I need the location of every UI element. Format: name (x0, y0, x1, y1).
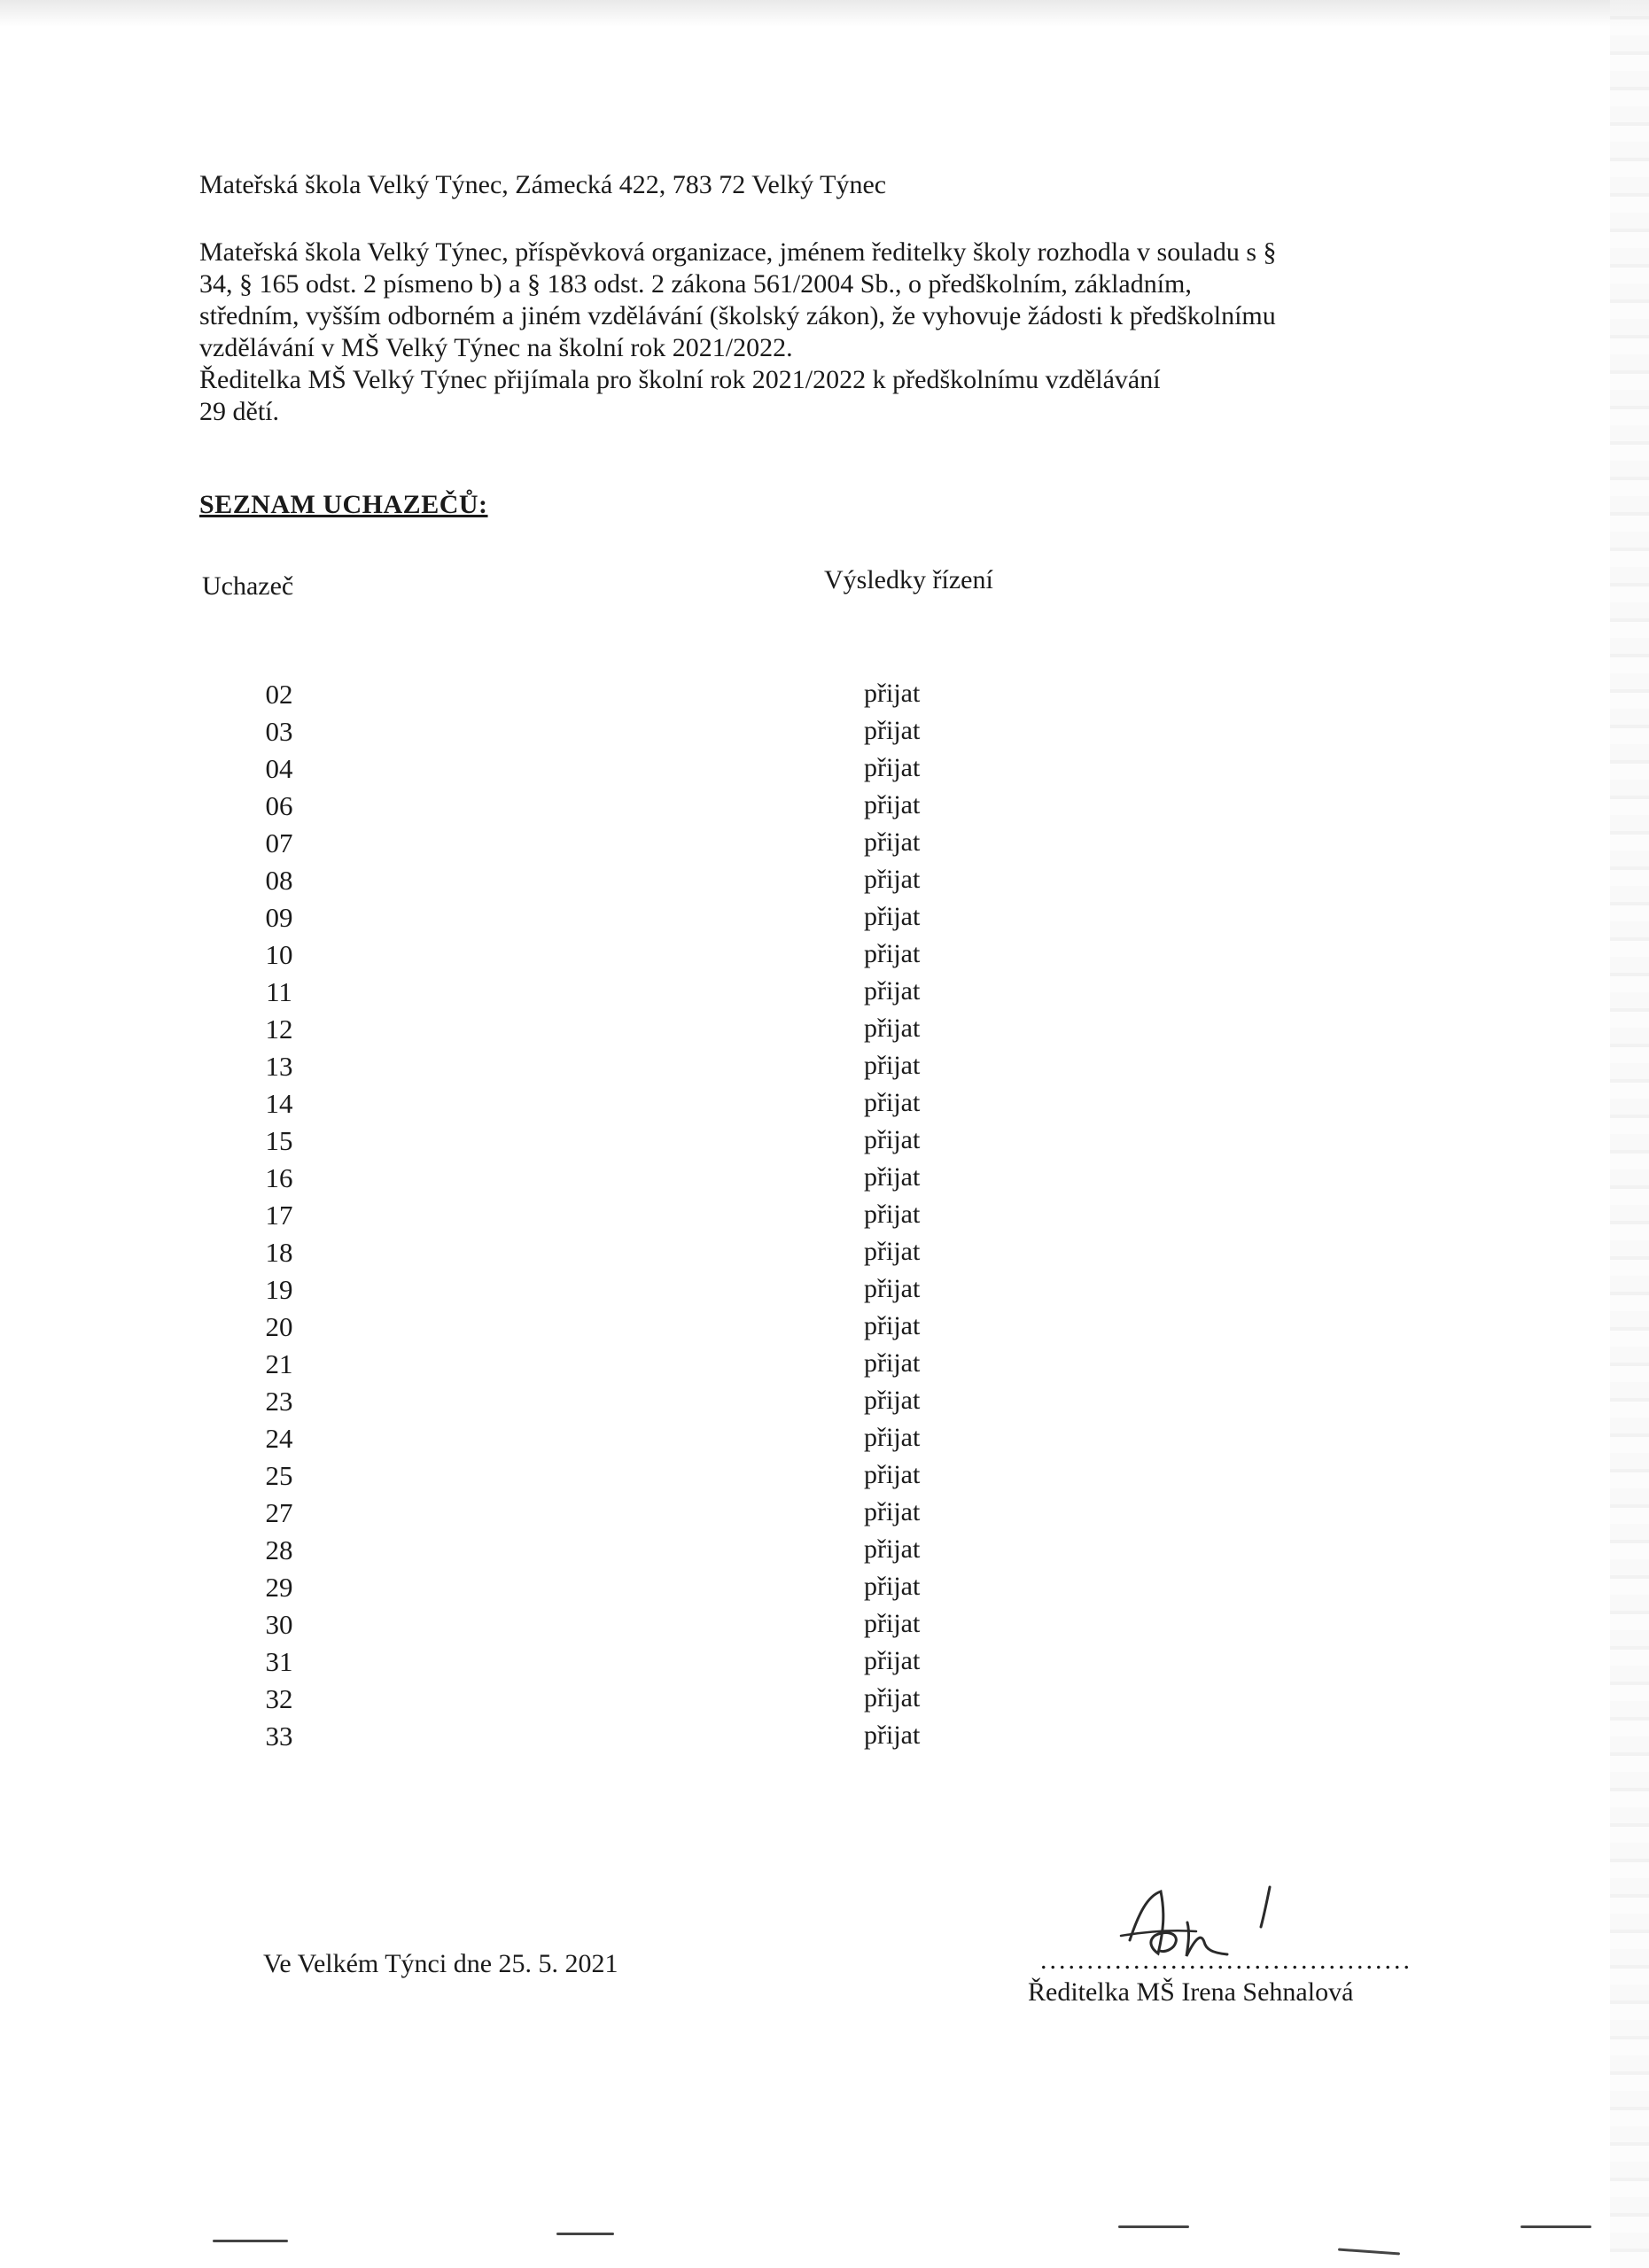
applicant-number: 08 (265, 865, 293, 896)
table-row (244, 1048, 1041, 1085)
admission-result: přijat (864, 679, 921, 708)
scan-right-edge (1610, 0, 1649, 2268)
table-row (244, 1309, 1041, 1346)
table-row (244, 1271, 1041, 1309)
table-row (244, 676, 1041, 713)
table-row (244, 1234, 1041, 1271)
scan-artifact-mark (556, 2233, 614, 2235)
signature-line: ........................................ (1040, 1946, 1412, 1975)
table-row (244, 1011, 1041, 1048)
admission-result: přijat (864, 1534, 921, 1564)
admission-result: přijat (864, 1497, 921, 1526)
table-row (244, 1569, 1041, 1606)
admission-result: přijat (864, 976, 921, 1006)
admission-result: přijat (864, 1051, 921, 1080)
table-row (244, 1122, 1041, 1160)
applicant-number: 02 (265, 679, 293, 710)
applicant-number: 23 (265, 1386, 293, 1417)
applicant-number: 18 (265, 1237, 293, 1268)
list-heading: SEZNAM UCHAZEČŮ: (199, 490, 488, 519)
intro-line: středním, vyšším odborném a jiném vzdělávání (školský zákon), že vyhovuje žádosti k předškolnímu (199, 301, 1276, 330)
scan-artifact-mark (1521, 2225, 1591, 2228)
table-row (244, 1532, 1041, 1569)
table-row (244, 1197, 1041, 1234)
applicant-number: 09 (265, 902, 293, 933)
applicant-number: 17 (265, 1200, 293, 1231)
admission-result: přijat (864, 1646, 921, 1675)
table-row (244, 862, 1041, 899)
table-row (244, 713, 1041, 750)
table-row (244, 1383, 1041, 1420)
scan-artifact-mark (1338, 2249, 1400, 2256)
admission-result: přijat (864, 1237, 921, 1266)
admission-result: přijat (864, 1460, 921, 1489)
table-row (244, 1681, 1041, 1718)
admission-result: přijat (864, 827, 921, 857)
intro-line: 29 dětí. (199, 397, 279, 426)
table-row (244, 1420, 1041, 1457)
place-and-date: Ve Velkém Týnci dne 25. 5. 2021 (263, 1949, 618, 1978)
applicant-number: 15 (265, 1125, 293, 1156)
table-row (244, 936, 1041, 974)
applicant-number: 12 (265, 1014, 293, 1045)
applicant-number: 32 (265, 1683, 293, 1714)
applicant-number: 24 (265, 1423, 293, 1454)
applicant-number: 27 (265, 1497, 293, 1528)
admission-result: přijat (864, 902, 921, 931)
intro-line: Mateřská škola Velký Týnec, příspěvková organizace, jménem ředitelky školy rozhodla v souladu s § (199, 237, 1277, 267)
applicant-number: 28 (265, 1534, 293, 1565)
table-row (244, 899, 1041, 936)
applicant-number: 03 (265, 716, 293, 747)
applicant-number: 10 (265, 939, 293, 970)
intro-line: vzdělávání v MŠ Velký Týnec na školní rok 2021/2022. (199, 333, 793, 362)
table-row (244, 1085, 1041, 1122)
admission-result: přijat (864, 716, 921, 745)
applicant-number: 21 (265, 1348, 293, 1379)
applicant-number: 13 (265, 1051, 293, 1082)
scan-top-shadow (0, 0, 1649, 27)
table-row (244, 1346, 1041, 1383)
intro-line: 34, § 165 odst. 2 písmeno b) a § 183 odst. 2 zákona 561/2004 Sb., o předškolním, základním, (199, 269, 1192, 299)
table-row (244, 825, 1041, 862)
admission-result: přijat (864, 1386, 921, 1415)
applicant-number: 33 (265, 1720, 293, 1751)
applicant-number: 04 (265, 753, 293, 784)
applicant-number: 30 (265, 1609, 293, 1640)
admission-result: přijat (864, 1609, 921, 1638)
applicant-number: 19 (265, 1274, 293, 1305)
admission-result: přijat (864, 1311, 921, 1340)
admission-result: přijat (864, 865, 921, 894)
table-row (244, 788, 1041, 825)
admission-result: přijat (864, 1572, 921, 1601)
applicant-number: 14 (265, 1088, 293, 1119)
applicant-number: 29 (265, 1572, 293, 1603)
handwritten-signature (1112, 1878, 1289, 1976)
table-row (244, 974, 1041, 1011)
admission-result: přijat (864, 1088, 921, 1117)
admission-result: přijat (864, 1423, 921, 1452)
applicant-number: 25 (265, 1460, 293, 1491)
applicant-table (244, 676, 1041, 1755)
table-row (244, 1606, 1041, 1643)
admission-result: přijat (864, 1162, 921, 1192)
table-row (244, 1643, 1041, 1681)
applicant-number: 11 (266, 976, 292, 1007)
admission-result: přijat (864, 790, 921, 819)
admission-result: přijat (864, 939, 921, 968)
applicant-number: 07 (265, 827, 293, 858)
admission-result: přijat (864, 753, 921, 782)
table-row (244, 750, 1041, 788)
admission-result: přijat (864, 1720, 921, 1750)
school-address: Mateřská škola Velký Týnec, Zámecká 422, 783 72 Velký Týnec (199, 170, 887, 199)
applicant-number: 16 (265, 1162, 293, 1193)
applicant-number: 20 (265, 1311, 293, 1342)
intro-line: Ředitelka MŠ Velký Týnec přijímala pro školní rok 2021/2022 k předškolnímu vzdělávání (199, 365, 1161, 394)
table-row (244, 1160, 1041, 1197)
admission-result: přijat (864, 1274, 921, 1303)
applicant-number: 31 (265, 1646, 293, 1677)
signatory-name: Ředitelka MŠ Irena Sehnalová (1028, 1977, 1354, 2007)
table-row (244, 1718, 1041, 1755)
table-row (244, 1495, 1041, 1532)
scan-artifact-mark (1118, 2225, 1189, 2228)
table-row (244, 1457, 1041, 1495)
admission-result: přijat (864, 1125, 921, 1154)
admission-result: přijat (864, 1014, 921, 1043)
column-header-applicant: Uchazeč (202, 571, 294, 601)
admission-result: přijat (864, 1683, 921, 1713)
column-header-result: Výsledky řízení (824, 565, 993, 594)
applicant-number: 06 (265, 790, 293, 821)
admission-result: přijat (864, 1200, 921, 1229)
admission-result: přijat (864, 1348, 921, 1378)
scan-artifact-mark (213, 2240, 288, 2242)
